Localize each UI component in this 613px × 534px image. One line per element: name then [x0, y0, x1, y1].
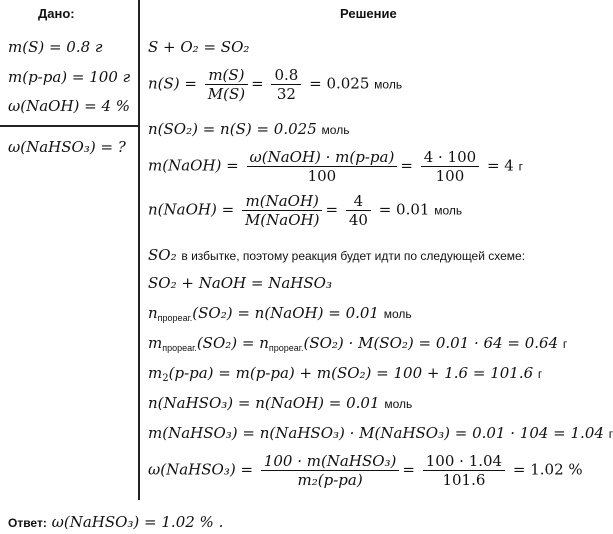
fraction-denominator: 101.6 [442, 471, 486, 489]
moles-naoh-lhs: n(NaOH) = [148, 200, 235, 219]
moles-naoh-fraction-symbolic [242, 192, 323, 229]
moles-so2-equation [148, 120, 349, 138]
moles-reacted-text: (SO₂) = n(NaOH) = 0.01 [192, 304, 379, 322]
answer-text: ω(NaHSO₃) = 1.02 % . [51, 513, 224, 531]
moles-naoh-result: = 0.01 [378, 200, 430, 219]
fraction-numerator: 4 [346, 192, 371, 211]
unit-mol: моль [374, 77, 403, 92]
unit-mol: моль [321, 123, 350, 137]
fraction-nahso3-equation: ω(NaHSO₃) = $\frac{\text{100 · m(NaHSO₃)}}{\text{m₂(р-ра)}}$ = $\frac{100 \cdot 1.04}{101.6}$ = 1.02 % [148, 452, 583, 489]
given-mass-sulfur: m(S) = 0.8 г [8, 38, 103, 56]
fraction-numerator: ω(NaOH) · m(р-ра) [247, 148, 398, 167]
subscript-reacted: прореаг. [162, 343, 197, 353]
moles-sulfur-lhs: n(S) = [148, 74, 197, 93]
moles-sulfur-fraction-symbolic [205, 66, 248, 103]
fraction-denominator: 32 [276, 85, 296, 103]
moles-sulfur-equation: n(S) = $\frac{m(S)}{M(S)}$ = $\frac{0.8}{32}$ = 0.025 моль [148, 66, 403, 103]
unit-gram: г [518, 159, 524, 174]
fraction-denominator: M(NaOH) [244, 211, 320, 229]
moles-naoh-equation: n(NaOH) = $\frac{\text{m(NaOH)}}{\text{M(NaOH)}}$ = $\frac{4}{40}$ = 0.01 моль [148, 192, 463, 229]
subscript-reacted: прореаг. [157, 313, 193, 323]
moles-so2-text: n(SO₂) = n(S) = 0.025 [148, 120, 317, 138]
mass-solution-2-equation: $m_2(р-ра) = m(р-ра) + m(SO_2) = 100 + 1.6 = 101.6$ г [148, 364, 543, 384]
fraction-denominator: M(S) [207, 85, 246, 103]
subscript-reacted-2: прореаг. [268, 343, 304, 353]
unit-gram: г [608, 427, 613, 441]
moles-reacted-equation: $n_{прореаг.}(SO_2)$ = n(NaOH) = 0.01 моль [148, 304, 412, 323]
fraction-numerator: 100 · 1.04 [423, 452, 505, 471]
fraction-nahso3-lhs: ω(NaHSO₃) = [148, 460, 254, 479]
moles-nahso3-equation [148, 394, 412, 412]
mass-naoh-fraction-symbolic [247, 148, 398, 185]
mass-naoh-result: = 4 [486, 156, 514, 175]
moles-sulfur-result: = 0.025 [309, 74, 370, 93]
find-fraction-nahso3: ω(NaHSO₃) = ? [8, 138, 126, 156]
solution-header: Решение [340, 6, 397, 21]
fraction-numerator: 100 · m(NaHSO₃) [261, 452, 400, 471]
mass-solution-2-text: (р-ра) = m(р-ра) + m(SO₂) = 100 + 1.6 = 101.6 [168, 364, 534, 382]
given-fraction-naoh: ω(NaOH) = 4 % [8, 97, 131, 115]
mass-reacted-text-1: (SO₂) = n [196, 334, 269, 352]
fraction-nahso3-result: = 1.02 % [512, 460, 583, 479]
unit-mol: моль [384, 397, 413, 411]
moles-nahso3-text: n(NaHSO₃) = n(NaOH) = 0.01 [148, 394, 380, 412]
excess-formula: SO₂ [148, 246, 177, 264]
mass-nahso3-equation [148, 424, 613, 442]
reaction-sulfur-oxygen: S + O₂ = SO₂ [148, 38, 250, 56]
unit-gram: г [562, 337, 568, 351]
excess-note [148, 246, 525, 264]
given-header: Дано: [38, 6, 75, 21]
given-divider [0, 125, 139, 127]
unit-mol: моль [434, 203, 463, 218]
mass-naoh-lhs: m(NaOH) = [148, 156, 239, 175]
given-mass-solution: m(р-ра) = 100 г [8, 68, 131, 86]
answer-line [8, 513, 223, 531]
moles-sulfur-fraction-numeric [271, 66, 301, 103]
reaction-so2-naoh: SO₂ + NaOH = NaHSO₃ [148, 274, 332, 292]
mass-reacted-equation: $m_{прореаг.}(SO_2) = n_{прореаг.}(SO_2) \cdot M(SO_2) = 0.01 \cdot 64 = 0.64$ г [148, 334, 568, 353]
fraction-numerator: 4 · 100 [421, 148, 479, 167]
fraction-numerator: 0.8 [271, 66, 301, 85]
fraction-denominator: 100 [435, 167, 465, 185]
mass-naoh-equation: m(NaOH) = $\frac{\text{ω(NaOH) · m(р-ра)}}{100}$ = $\frac{4 \cdot 100}{100}$ = 4 г [148, 148, 524, 185]
unit-gram: г [537, 367, 543, 381]
mass-reacted-text-2: (SO₂) · M(SO₂) = 0.01 · 64 = 0.64 [303, 334, 559, 352]
answer-label: Ответ: [8, 516, 47, 530]
unit-mol: моль [383, 307, 412, 321]
mass-nahso3-text: m(NaHSO₃) = n(NaHSO₃) · M(NaHSO₃) = 0.01 · 104 = 1.04 [148, 424, 604, 442]
excess-note-text: в избытке, поэтому реакция будет идти по следующей схеме: [181, 249, 526, 263]
fraction-denominator: 100 [307, 167, 337, 185]
fraction-nahso3-numeric [423, 452, 505, 489]
fraction-numerator: m(NaOH) [242, 192, 323, 211]
fraction-denominator: m₂(р-ра) [297, 471, 363, 489]
fraction-denominator: 40 [348, 211, 368, 229]
fraction-nahso3-symbolic [261, 452, 400, 489]
vertical-divider [138, 0, 140, 500]
mass-naoh-fraction-numeric [421, 148, 479, 185]
fraction-numerator: m(S) [205, 66, 248, 85]
moles-naoh-fraction-numeric [346, 192, 371, 229]
